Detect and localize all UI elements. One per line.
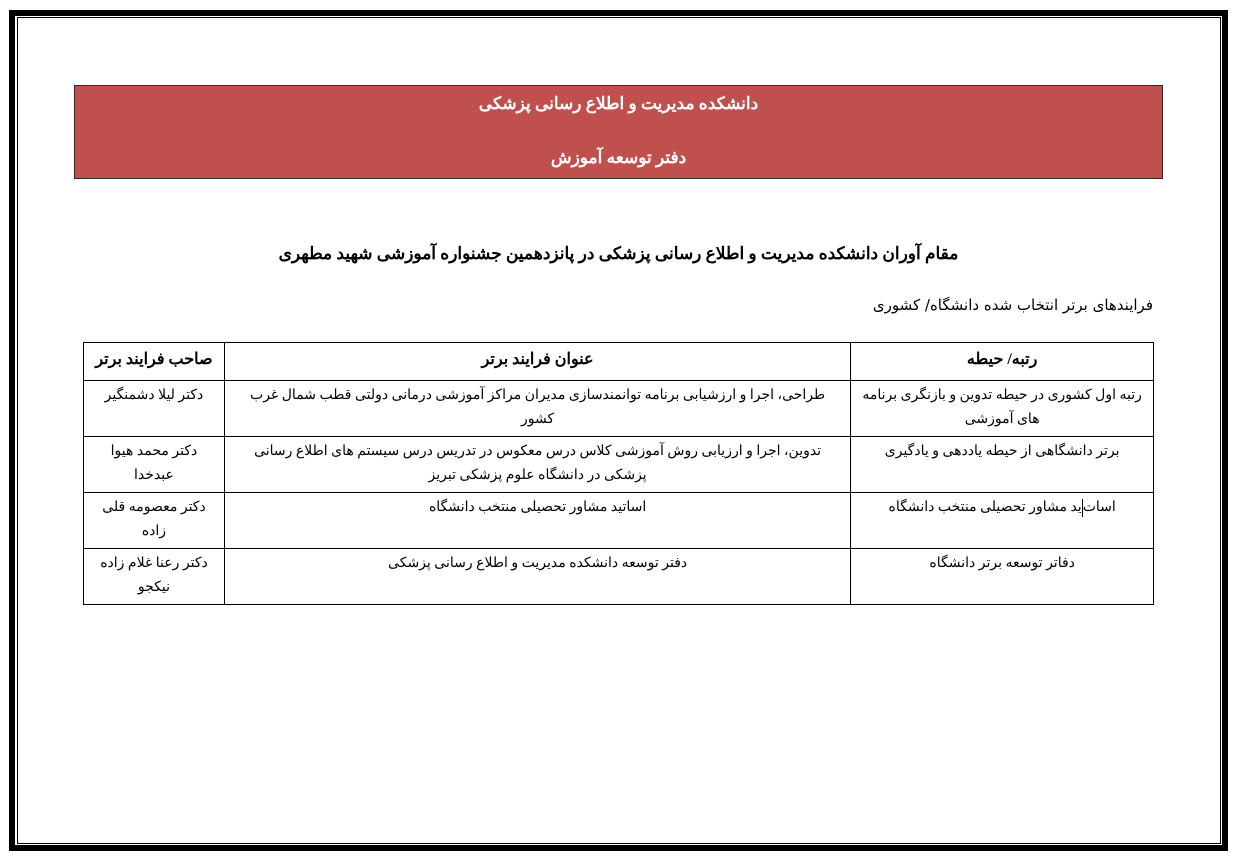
results-table [83,342,1154,605]
table-row [84,549,1154,605]
table-row [84,437,1154,493]
cell-title[interactable]: طراحی، اجرا و ارزشیابی برنامه توانمندسازی مدیران مراکز آموزشی درمانی دولتی قطب شمال غرب کشور [224,381,850,437]
cell-owner[interactable]: دکتر محمد هیوا عبدخدا [84,437,225,493]
cell-rank-text-before: اسات [1082,500,1116,515]
cell-rank[interactable]: دفاتر توسعه برتر دانشگاه [851,549,1154,605]
cell-title[interactable]: اساتید مشاور تحصیلی منتخب دانشگاه [224,493,850,549]
header-title: عنوان فرایند برتر [224,343,850,381]
cell-owner[interactable]: دکتر لیلا دشمنگیر [84,381,225,437]
cell-title[interactable]: دفتر توسعه دانشکده مدیریت و اطلاع رسانی پزشکی [224,549,850,605]
cell-owner[interactable]: دکتر رعنا غلام زاده نیکجو [84,549,225,605]
document-title: مقام آوران دانشکده مدیریت و اطلاع رسانی پزشکی در پانزدهمین جشنواره آموزشی شهید مطهری [278,244,959,263]
table-header-row [84,343,1154,381]
faculty-name: دانشکده مدیریت و اطلاع رسانی پزشکی [478,94,759,113]
office-name: دفتر توسعه آموزش [550,148,687,167]
header-owner: صاحب فرایند برتر [84,343,225,381]
cell-rank-text-after: ید مشاور تحصیلی منتخب دانشگاه [888,500,1082,515]
cell-rank[interactable]: رتبه اول کشوری در حیطه تدوین و بازنگری برنامه های آموزشی [851,381,1154,437]
section-label: فرایندهای برتر انتخاب شده دانشگاه/ کشوری [872,296,1153,314]
cell-rank[interactable]: برتر دانشگاهی از حیطه یاددهی و یادگیری [851,437,1154,493]
header-banner [74,85,1163,179]
cell-rank[interactable] [851,493,1154,549]
table-row [84,381,1154,437]
header-rank: رتبه/ حیطه [851,343,1154,381]
cell-owner[interactable]: دکتر معصومه قلی زاده [84,493,225,549]
cell-title[interactable]: تدوین، اجرا و ارزیابی روش آموزشی کلاس درس معکوس در تدریس درس سیستم های اطلاع رسانی پزشکی در دانشگاه علوم پزشکی تبریز [224,437,850,493]
table-row [84,493,1154,549]
